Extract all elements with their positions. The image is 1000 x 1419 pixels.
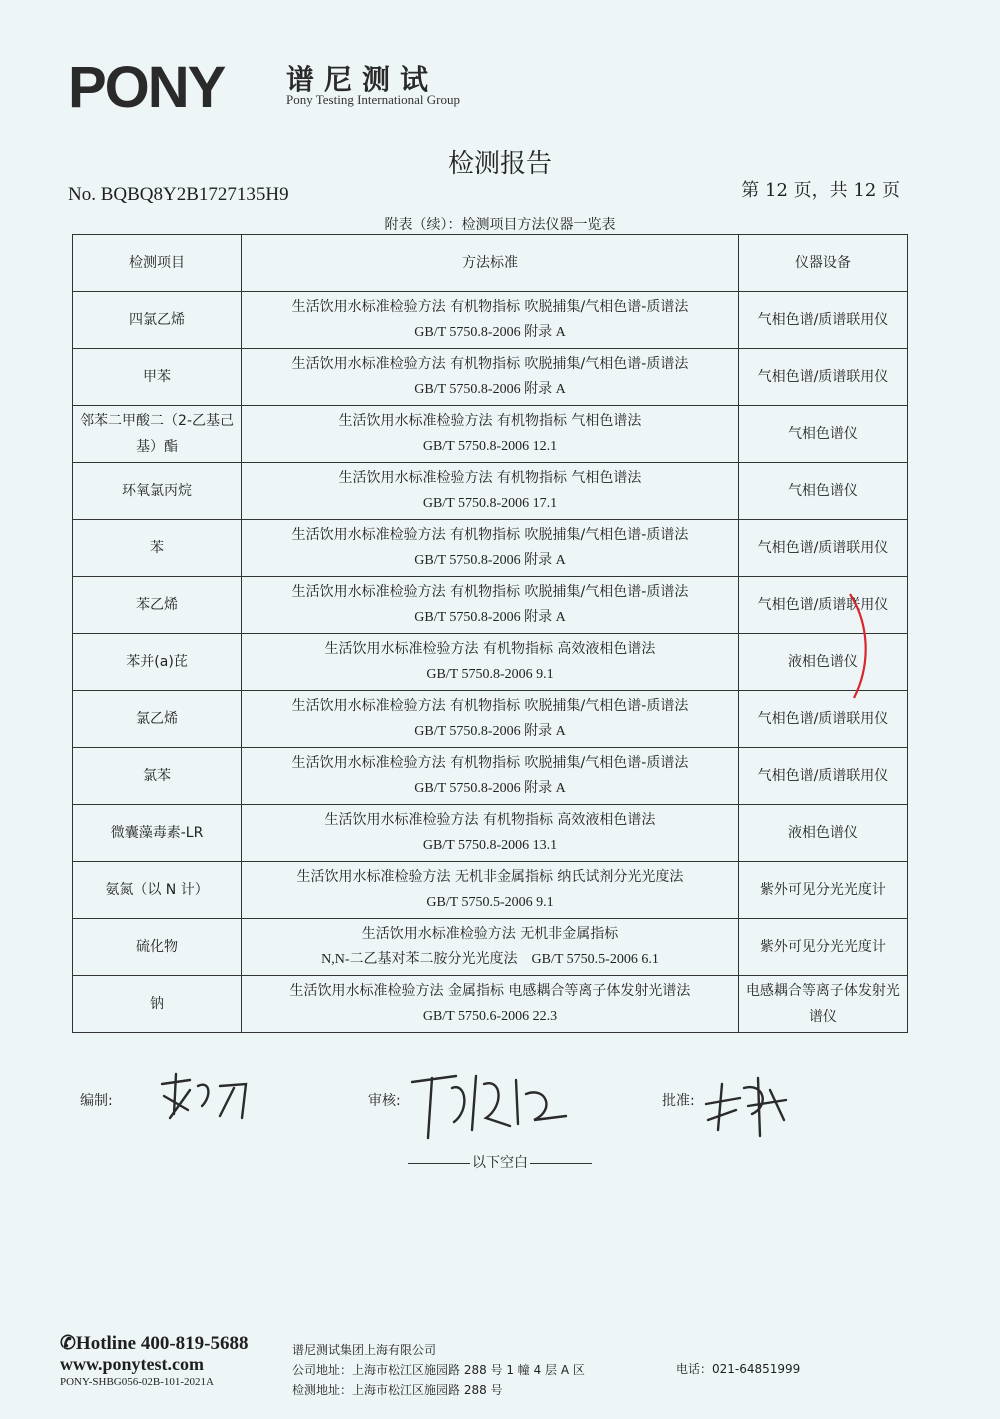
cell-item: 苯乙烯 <box>73 577 242 634</box>
method-standard: GB/T 5750.8-2006 17.1 <box>422 496 558 511</box>
method-standard: GB/T 5750.5-2006 9.1 <box>426 895 554 910</box>
cell-instrument: 气相色谱/质谱联用仪 <box>738 292 907 349</box>
cell-item: 氯乙烯 <box>73 691 242 748</box>
cell-instrument: 气相色谱/质谱联用仪 <box>738 520 907 577</box>
approver-signature <box>700 1070 800 1140</box>
blank-dash-left <box>408 1163 470 1164</box>
document-title: 检测报告 <box>447 149 552 179</box>
company-logo <box>68 55 498 120</box>
method-standard: GB/T 5750.8-2006 附录 A <box>414 382 566 397</box>
method-name: 生活饮用水标准检验方法 有机物指标 气相色谱法 <box>338 470 642 486</box>
cell-instrument: 液相色谱仪 <box>738 805 907 862</box>
method-name: 生活饮用水标准检验方法 有机物指标 吹脱捕集/气相色谱-质谱法 <box>291 584 689 600</box>
cell-instrument: 气相色谱/质谱联用仪 <box>738 577 907 634</box>
method-standard: GB/T 5750.8-2006 13.1 <box>422 838 558 853</box>
table-row <box>73 748 908 805</box>
cell-method <box>242 520 739 577</box>
phone-icon: ✆ <box>60 1333 76 1354</box>
blank-notice-text: 以下空白 <box>472 1155 528 1171</box>
cell-method <box>242 805 739 862</box>
method-standard: GB/T 5750.8-2006 附录 A <box>414 781 566 796</box>
table-row <box>73 634 908 691</box>
cell-instrument: 紫外可见分光光度计 <box>738 862 907 919</box>
cell-instrument: 气相色谱/质谱联用仪 <box>738 691 907 748</box>
cell-method <box>242 406 739 463</box>
compiled-by-label: 编制: <box>80 1093 113 1109</box>
cell-instrument: 电感耦合等离子体发射光谱仪 <box>738 976 907 1033</box>
table-row <box>73 919 908 976</box>
table-row <box>73 976 908 1033</box>
form-code: PONY-SHBG056-02B-101-2021A <box>60 1376 215 1388</box>
blank-notice <box>0 1152 1000 1172</box>
cell-method <box>242 634 739 691</box>
cell-item: 甲苯 <box>73 349 242 406</box>
company-phone: 电话：021-64851999 <box>676 1362 801 1376</box>
test-address: 检测地址：上海市松江区施园路 288 号 <box>292 1383 503 1397</box>
method-name: 生活饮用水标准检验方法 有机物指标 吹脱捕集/气相色谱-质谱法 <box>291 527 689 543</box>
cell-item: 氯苯 <box>73 748 242 805</box>
method-standard: GB/T 5750.8-2006 附录 A <box>414 610 566 625</box>
company-info <box>292 1340 585 1400</box>
cell-item: 微囊藻毒素-LR <box>73 805 242 862</box>
method-name: 生活饮用水标准检验方法 无机非金属指标 纳氏试剂分光光度法 <box>296 869 684 885</box>
cell-instrument: 气相色谱仪 <box>738 406 907 463</box>
method-standard: N,N-二乙基对苯二胺分光光度法 GB/T 5750.5-2006 6.1 <box>321 952 659 967</box>
cell-item: 苯并(a)芘 <box>73 634 242 691</box>
hotline <box>60 1332 249 1355</box>
reviewed-by-label: 审核: <box>368 1093 401 1109</box>
table-row <box>73 862 908 919</box>
cell-method <box>242 691 739 748</box>
logo-wordmark: PONY <box>68 55 225 120</box>
page-count: 第 12 页，共 12 页 <box>741 180 900 201</box>
method-standard: GB/T 5750.8-2006 9.1 <box>426 667 554 682</box>
company-name: 谱尼测试集团上海有限公司 <box>292 1343 437 1357</box>
method-standard: GB/T 5750.8-2006 12.1 <box>422 439 558 454</box>
method-name: 生活饮用水标准检验方法 有机物指标 吹脱捕集/气相色谱-质谱法 <box>291 698 689 714</box>
logo-english-name: Pony Testing International Group <box>286 92 460 107</box>
method-name: 生活饮用水标准检验方法 有机物指标 吹脱捕集/气相色谱-质谱法 <box>291 755 689 771</box>
cell-method <box>242 577 739 634</box>
table-row <box>73 463 908 520</box>
method-standard: GB/T 5750.8-2006 附录 A <box>414 325 566 340</box>
header-method: 方法标准 <box>242 235 739 292</box>
cell-instrument: 气相色谱仪 <box>738 463 907 520</box>
approved-by-label: 批准: <box>662 1093 695 1109</box>
method-standard: GB/T 5750.6-2006 22.3 <box>422 1009 558 1024</box>
table-caption: 附表（续）：检测项目方法仪器一览表 <box>384 217 616 233</box>
cell-item: 环氧氯丙烷 <box>73 463 242 520</box>
method-name: 生活饮用水标准检验方法 有机物指标 吹脱捕集/气相色谱-质谱法 <box>291 299 689 315</box>
cell-item: 邻苯二甲酸二（2-乙基己基）酯 <box>73 406 242 463</box>
table-row <box>73 520 908 577</box>
table-row <box>73 805 908 862</box>
method-name: 生活饮用水标准检验方法 有机物指标 高效液相色谱法 <box>324 641 656 657</box>
cell-item: 四氯乙烯 <box>73 292 242 349</box>
method-name: 生活饮用水标准检验方法 有机物指标 吹脱捕集/气相色谱-质谱法 <box>291 356 689 372</box>
method-name: 生活饮用水标准检验方法 有机物指标 气相色谱法 <box>338 413 642 429</box>
reviewer-signature <box>406 1066 576 1146</box>
method-standard: GB/T 5750.8-2006 附录 A <box>414 724 566 739</box>
cell-item: 苯 <box>73 520 242 577</box>
cell-item: 钠 <box>73 976 242 1033</box>
table-row <box>73 691 908 748</box>
method-standard: GB/T 5750.8-2006 附录 A <box>414 553 566 568</box>
hotline-text: Hotline 400-819-5688 <box>75 1333 249 1354</box>
method-name: 生活饮用水标准检验方法 金属指标 电感耦合等离子体发射光谱法 <box>289 983 691 999</box>
table-row <box>73 349 908 406</box>
table-row <box>73 292 908 349</box>
company-address: 公司地址：上海市松江区施园路 288 号 1 幢 4 层 A 区 <box>292 1363 585 1377</box>
website-link[interactable]: www.ponytest.com <box>60 1354 204 1374</box>
report-number: No. BQBQ8Y2B1727135H9 <box>68 184 289 205</box>
table-row <box>73 406 908 463</box>
compiler-signature <box>150 1066 270 1126</box>
cell-method <box>242 463 739 520</box>
method-name: 生活饮用水标准检验方法 无机非金属指标 <box>361 926 619 942</box>
cell-method <box>242 349 739 406</box>
red-pen-mark <box>846 592 876 702</box>
cell-method <box>242 919 739 976</box>
table-row <box>73 577 908 634</box>
header-item: 检测项目 <box>73 235 242 292</box>
methods-table <box>72 234 908 1033</box>
cell-method <box>242 748 739 805</box>
cell-method <box>242 862 739 919</box>
header-instrument: 仪器设备 <box>738 235 907 292</box>
cell-instrument: 气相色谱/质谱联用仪 <box>738 748 907 805</box>
cell-method <box>242 292 739 349</box>
cell-instrument: 紫外可见分光光度计 <box>738 919 907 976</box>
cell-item: 硫化物 <box>73 919 242 976</box>
cell-item: 氨氮（以 N 计） <box>73 862 242 919</box>
cell-instrument: 气相色谱/质谱联用仪 <box>738 349 907 406</box>
cell-instrument: 液相色谱仪 <box>738 634 907 691</box>
cell-method <box>242 976 739 1033</box>
blank-dash-right <box>530 1163 592 1164</box>
method-name: 生活饮用水标准检验方法 有机物指标 高效液相色谱法 <box>324 812 656 828</box>
logo-chinese-name: 谱尼测试 <box>286 63 439 96</box>
table-header-row <box>73 235 908 292</box>
